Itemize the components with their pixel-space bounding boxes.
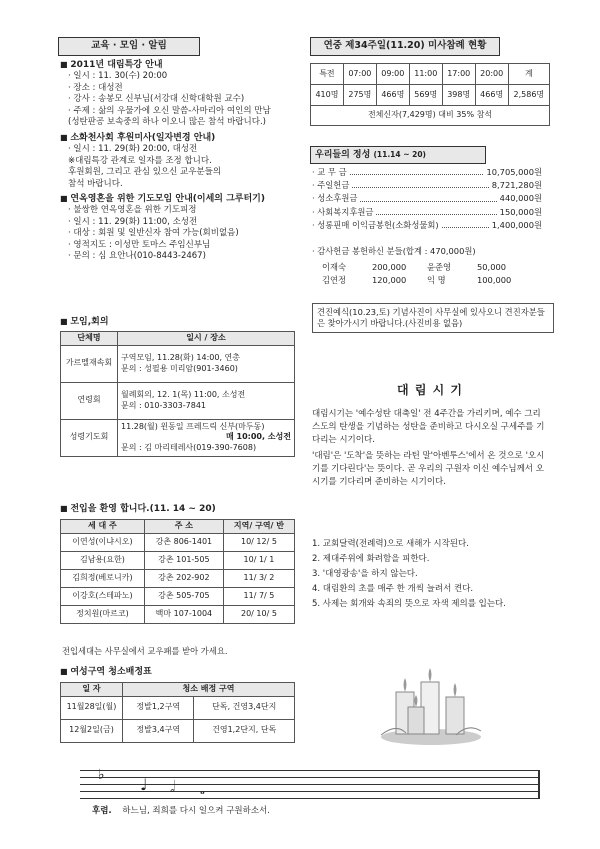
newcomer-cell: 이강호(스테파노): [61, 587, 145, 605]
concert-lines: [60, 144, 310, 190]
newcomers-note: 전입세대는 사무실에서 교우패를 받아 가세요.: [62, 646, 228, 656]
newcomer-cell: 백마 107-1004: [144, 605, 223, 623]
flat-icon: ♭: [98, 767, 105, 783]
donor-cell: 120,000: [372, 275, 407, 286]
newcomer-cell: 이연성(이냐시오): [61, 533, 145, 551]
advent-body: [312, 408, 548, 489]
leader-dots: [442, 220, 489, 228]
newcomer-cell: 김남용(요한): [61, 551, 145, 569]
newcomer-cell: 20/ 10/ 5: [223, 605, 294, 623]
attendance-count: 466명: [376, 85, 409, 106]
concert-line: 후원회원, 그리고 관심 있으신 교우분들의: [68, 167, 222, 178]
retreat-title: ■ 2011년 대림특강 안내: [60, 59, 310, 71]
cleaning-table: [60, 682, 295, 743]
newcomer-cell: 10/ 1/ 1: [223, 551, 294, 569]
attendance-count: 398명: [442, 85, 475, 106]
offering-row: [312, 193, 542, 204]
cleaning-cell: 건영1,2단지, 단독: [194, 719, 295, 742]
attendance-count: 466명: [475, 85, 508, 106]
offering-amount: 10,705,000원: [486, 167, 542, 177]
refrain-text: 하느님, 죄희를 다시 일으켜 구원하소서.: [122, 806, 270, 816]
newcomer-cell: 강촌 202-902: [144, 569, 223, 587]
concert-line: ※대림특강 관계로 일자를 조정 합니다.: [68, 155, 212, 166]
offering-amount: 440,000원: [499, 193, 542, 204]
retreat-line: · 강사 : 송봉모 신부님(서강대 신학대학원 교수): [68, 94, 245, 105]
refrain-label: 후렴.: [92, 806, 112, 816]
cleaning-cell: 11월28일(월): [61, 696, 123, 719]
donor-row: [322, 262, 532, 273]
newcomer-cell: 강촌 806-1401: [144, 533, 223, 551]
offering-label: · 주일헌금: [312, 180, 350, 191]
newcomer-row: [61, 587, 295, 605]
meeting-detail: [118, 419, 295, 456]
offering-row: [312, 167, 542, 178]
note-icon: 𝅝: [200, 783, 205, 797]
offerings-title: 우리들의 정성: [315, 150, 371, 160]
meeting-group: 성령기도회: [61, 419, 118, 456]
attendance-time: 09:00: [376, 64, 409, 85]
offering-amount: 8,721,280원: [491, 180, 542, 191]
offering-label: · 교 무 금: [312, 167, 347, 177]
concert-notice: [60, 132, 310, 190]
donor-list: [322, 262, 532, 288]
meeting-detail-line: 문의 : 성필용 미리암(901-3460): [121, 363, 238, 373]
newcomers-table: [60, 519, 295, 624]
prayer-line: · 영적지도 : 이성만 토마스 주임신부님: [68, 239, 211, 250]
retreat-line: · 장소 : 대성전: [68, 82, 123, 93]
donor-row: [322, 275, 532, 286]
advent-point: 3. '대영광송'을 하지 않는다.: [312, 568, 418, 579]
offering-row: [312, 220, 542, 231]
meeting-detail-line: 11.28(월) 윈동일 프레드릭 신부(마두동): [121, 421, 265, 431]
donor-cell: 이재숙: [322, 262, 347, 272]
offering-row: [312, 180, 542, 191]
meeting-detail: [118, 382, 295, 419]
advent-paragraph-1: 대림시기는 '예수성탄 대축일' 전 4주간을 가리키며, 예수 그리스도의 탄생을 기념하는 성탄을 준비하고 다시오실 구세주를 기다리는 시기이다.: [312, 409, 545, 445]
prayer-line: · 일시 : 11. 29(화) 11:00, 소성전: [68, 216, 198, 227]
meetings-title: ■ 모임,회의: [60, 316, 109, 328]
newcomer-row: [61, 569, 295, 587]
advent-point: 2. 제대주위에 화려함을 피한다.: [312, 553, 430, 564]
leader-dots: [352, 180, 488, 188]
donor-cell: 50,000: [477, 262, 507, 272]
meeting-detail-line: 매 10:00, 소성전: [226, 432, 291, 442]
meetings-header-group: 단체명: [61, 332, 118, 346]
offerings-header: [310, 146, 486, 164]
retreat-line: · 주제 : 삶의 우물가에 오신 말씀-사마리아 여인의 만남: [68, 105, 271, 116]
attendance-time: 계: [508, 64, 549, 85]
meeting-group: 가르멜재속회: [61, 345, 118, 382]
newcomer-cell: 강촌 101-505: [144, 551, 223, 569]
retreat-notice: [60, 59, 310, 128]
gratitude-title: · 감사헌금 봉헌하신 분들(합계 : 470,000원): [312, 246, 476, 256]
offering-amount: 150,000원: [499, 206, 542, 217]
retreat-line: (성탄판공 보속중의 하나 이오니 많은 참석 바랍니다.): [68, 117, 266, 128]
offering-label: · 성롱핀매 이익금봉헌(소화성물회): [312, 219, 439, 230]
section-header-education: 교육 · 모임 · 알림: [58, 37, 200, 56]
newcomers-title: ■ 전입을 환영 합니다.(11. 14 ~ 20): [60, 503, 216, 515]
cleaning-row: [61, 719, 295, 742]
concert-title: ■ 소화천사회 후원미사(일자변경 안내): [60, 132, 310, 144]
meeting-row: [61, 345, 295, 382]
meeting-detail-line: 문의 : 010-3303-7841: [121, 400, 206, 410]
advent-point: 1. 교회달력(전례력)으로 새해가 시작된다.: [312, 539, 469, 549]
leader-dots: [360, 193, 496, 201]
prayer-lines: [60, 205, 310, 262]
photo-notice-text: 견진예식(10.23,토) 기념사진이 사무실에 있사오니 견진자분들은 찾아가시기 바랍니다.(사진비용 없음): [317, 307, 545, 329]
advent-candles-illustration: [376, 657, 486, 747]
attendance-table: [310, 63, 550, 126]
donor-cell: 김연정: [322, 275, 347, 286]
offering-label: · 사회복지후원금: [312, 206, 374, 217]
attendance-count: 2,586명: [508, 85, 549, 106]
donor-cell: 200,000: [372, 262, 407, 272]
attendance-summary: 전체신자(7,429명) 대비 35% 참석: [311, 106, 550, 126]
prayer-line: · 문의 : 심 요안나(010-8443-2467): [68, 251, 206, 262]
newcomers-header-name: 세 대 주: [61, 520, 145, 534]
attendance-time: 17:00: [442, 64, 475, 85]
meetings-header-detail: 일시 / 장소: [118, 332, 295, 346]
advent-points: [312, 537, 548, 611]
cleaning-cell: 정발1,2구역: [123, 696, 194, 719]
cleaning-title: ■ 여성구역 청소배정표: [60, 666, 152, 678]
newcomer-cell: 11/ 3/ 2: [223, 569, 294, 587]
advent-paragraph-2: '대림'은 '도착'을 뜻하는 라틴 말'아벤투스'에서 온 것으로 '오시기를 기다린다'는 뜻이다. 곧 우리의 구원자 이신 예수님께서 오시기를 기다리며 준비하는 시기이다.: [312, 451, 545, 487]
donor-cell: 윤준영: [427, 262, 452, 272]
meeting-detail-line: 문의 : 김 마리테레사(019-390-7608): [121, 443, 257, 453]
note-icon: 𝅗𝅥: [170, 777, 176, 796]
concert-line: 참석 바랍니다.: [68, 178, 123, 189]
cleaning-cell: 12월2일(금): [61, 719, 123, 742]
attendance-time: 07:00: [343, 64, 376, 85]
offering-row: [312, 207, 542, 218]
newcomer-row: [61, 533, 295, 551]
newcomer-cell: 10/ 12/ 5: [223, 533, 294, 551]
note-icon: ♩: [140, 775, 148, 794]
meeting-row: [61, 419, 295, 456]
attendance-count: 569명: [409, 85, 442, 106]
donor-cell: 100,000: [477, 275, 512, 286]
offering-amount: 1,400,000원: [491, 219, 542, 230]
meeting-row: [61, 382, 295, 419]
prayer-notice: [60, 193, 310, 262]
newcomers-header-address: 주 소: [144, 520, 223, 534]
photo-notice: [312, 303, 554, 333]
newcomer-cell: 김희정(베로니카): [61, 569, 145, 587]
leader-dots: [350, 167, 484, 175]
offerings-list: [312, 167, 542, 233]
attendance-time: 11:00: [409, 64, 442, 85]
newcomers-header-area: 지역/ 구역/ 반: [223, 520, 294, 534]
newcomer-cell: 강촌 505-705: [144, 587, 223, 605]
meeting-detail: [118, 345, 295, 382]
attendance-title: 연중 제34주일(11.20) 미사참례 현황: [310, 37, 500, 56]
donor-cell: 익 명: [427, 275, 446, 286]
retreat-lines: [60, 71, 310, 128]
refrain: [92, 806, 270, 817]
newcomer-row: [61, 551, 295, 569]
offering-label: · 성소후원금: [312, 193, 358, 204]
cleaning-row: [61, 696, 295, 719]
leader-dots: [376, 207, 496, 215]
attendance-time: 20:00: [475, 64, 508, 85]
advent-title: 대 림 시 기: [397, 383, 463, 397]
meeting-detail-line: 월례회의, 12. 1(목) 11:00, 소성전: [121, 390, 246, 399]
cleaning-cell: 단독, 건영3,4단지: [194, 696, 295, 719]
attendance-count: 410명: [311, 85, 344, 106]
attendance-count: 275명: [343, 85, 376, 106]
prayer-line: · 불쌍한 연옥영혼을 위한 기도피정: [68, 205, 197, 216]
advent-point: 5. 사제는 회개와 속죄의 뜻으로 자색 제의를 입는다.: [312, 598, 506, 609]
prayer-title: ■ 연옥영혼을 위한 기도모임 안내(이세의 그루터기): [60, 193, 310, 205]
newcomer-row: [61, 605, 295, 623]
meetings-table: [60, 331, 295, 457]
music-staff: [80, 767, 540, 802]
cleaning-cell: 정발3,4구역: [123, 719, 194, 742]
cleaning-header-area: 청소 배정 구역: [123, 683, 295, 697]
prayer-line: · 대상 : 회원 및 일반신자 참여 가능(회비없음): [68, 228, 239, 239]
meeting-group: 연령회: [61, 382, 118, 419]
meeting-detail-line: 구역모임, 11.28(화) 14:00, 연총: [121, 353, 241, 362]
offerings-period: (11.14 ~ 20): [373, 150, 426, 159]
attendance-time: 특전: [311, 64, 344, 85]
cleaning-header-date: 일 자: [61, 683, 123, 697]
newcomer-cell: 정치원(마르코): [61, 605, 145, 623]
concert-line: · 일시 : 11. 29(화) 20:00, 대성전: [68, 144, 198, 155]
retreat-line: · 일시 : 11. 30(수) 20:00: [68, 71, 168, 82]
newcomer-cell: 11/ 7/ 5: [223, 587, 294, 605]
advent-point: 4. 대림환의 초를 매주 한 개씩 늘려서 켠다.: [312, 583, 474, 594]
